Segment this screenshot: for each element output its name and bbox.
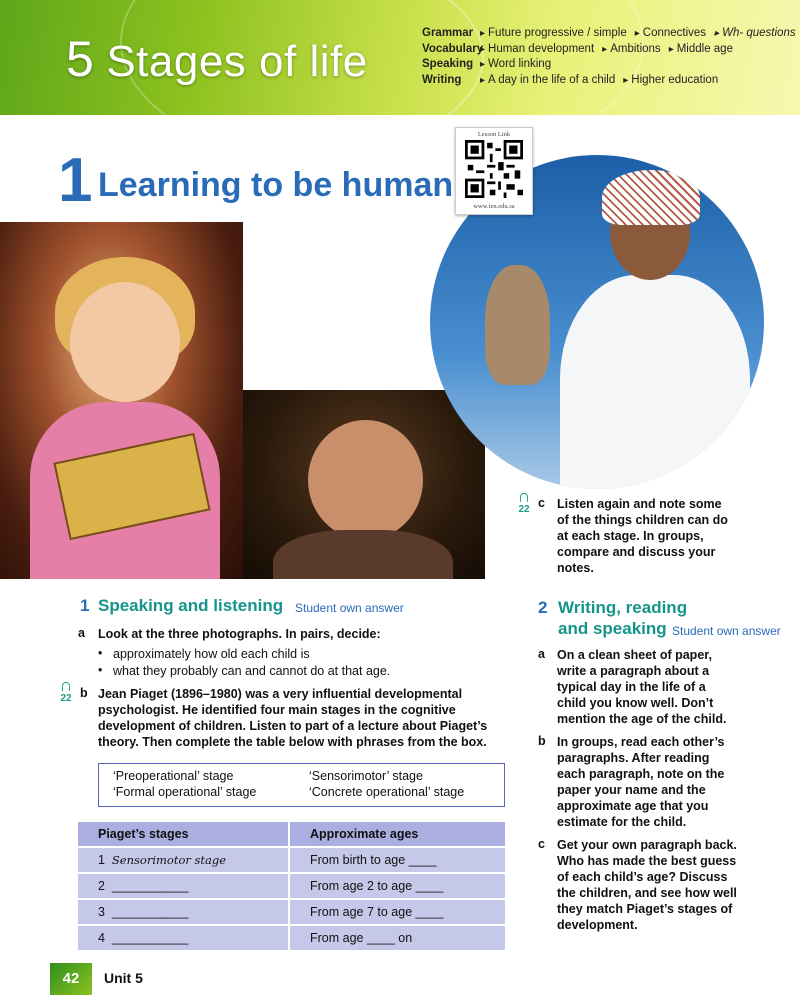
audio-track[interactable] (55, 677, 77, 704)
row-number: 2 (98, 879, 105, 893)
photo-baby (243, 390, 485, 579)
body-shape (273, 530, 453, 579)
word-box-item: ‘Formal operational’ stage (113, 785, 257, 799)
bullet-item: what they probably can and cannot do at that age. (113, 664, 391, 678)
unit-syllabus (422, 26, 800, 88)
lesson-number: 1 (58, 146, 93, 215)
lesson-title: Learning to be human (98, 166, 454, 204)
row-number: 1 (98, 853, 105, 867)
word-box-item: ‘Sensorimotor’ stage (309, 769, 423, 783)
section-2-number: 2 (538, 598, 548, 617)
table-cell-stage[interactable] (78, 873, 289, 899)
face-shape (70, 282, 180, 402)
syllabus-item: ▸ Human development (480, 42, 594, 58)
row-stage-answer: Sensorimotor stage (111, 853, 227, 867)
syllabus-item: ▸ Ambitions (602, 42, 661, 58)
qr-code-icon (465, 140, 523, 198)
bullet-dot: • (98, 646, 103, 660)
face-shape (308, 420, 423, 540)
table-cell-age: From birth to age ____ (289, 847, 505, 873)
item-b-letter: b (80, 686, 88, 700)
row-number: 3 (98, 905, 105, 919)
syllabus-label: Vocabulary (422, 42, 484, 55)
bullet-item: approximately how old each child is (113, 647, 310, 661)
item-b-letter: b (538, 734, 546, 748)
word-box-item: ‘Preoperational’ stage (113, 769, 234, 783)
item-a-text: Look at the three photographs. In pairs, decide: (98, 627, 381, 641)
headphones-icon: ∩ (517, 486, 531, 506)
table-cell-stage[interactable] (78, 899, 289, 925)
robe-shape (560, 275, 750, 489)
item-a-text: On a clean sheet of paper, write a paragraph about a typical day in the life of a child you know well. Don’t mention the age of the child. (557, 648, 727, 726)
syllabus-label: Writing (422, 73, 462, 86)
syllabus-item: ▸ Word linking (480, 57, 551, 73)
table-cell-age: From age ____ on (289, 925, 505, 951)
headphones-icon: ∩ (59, 675, 73, 695)
turban-shape (602, 170, 700, 225)
syllabus-item: ▸ Connectives (635, 26, 706, 42)
syllabus-row-speaking (422, 57, 800, 73)
section-1-number: 1 (80, 596, 90, 615)
word-box-item: ‘Concrete operational’ stage (309, 785, 465, 799)
table-header: Piaget’s stages (78, 822, 289, 847)
item-b-text: In groups, read each other’s paragraphs. After reading each paragraph, note on the paper your name and the approximate age that you estimate for the child. (557, 735, 725, 829)
item-a-letter: a (78, 626, 85, 640)
audio-track-number: 22 (518, 504, 530, 515)
syllabus-item: ▸ Higher education (623, 73, 718, 89)
page-number: 42 (50, 963, 92, 995)
table-header-row (78, 822, 505, 847)
syllabus-label: Grammar (422, 27, 474, 39)
word-box (98, 763, 505, 807)
row-stage-blank: ___________ (111, 879, 189, 893)
syllabus-label: Speaking (422, 58, 474, 70)
unit-banner (0, 0, 800, 115)
item-c-letter: c (538, 837, 545, 851)
table-cell-stage (78, 847, 289, 873)
section-1-note: Student own answer (295, 601, 404, 615)
section-2-note: Student own answer (672, 624, 781, 638)
table-cell-age: From age 2 to age ____ (289, 873, 505, 899)
bullet-dot: • (98, 663, 103, 677)
falcon-shape (485, 265, 550, 385)
qr-url: www.ien.edu.sa (473, 203, 515, 210)
section-1-title: Speaking and listening (98, 596, 284, 615)
footer-unit-label: Unit 5 (104, 970, 143, 986)
table-cell-age: From age 7 to age ____ (289, 899, 505, 925)
qr-caption: Lesson Link (477, 131, 511, 138)
item-c-text: Get your own paragraph back. Who has made the best guess of each child’s age? Discuss the children, and see how well they match Piaget’s stages of development. (557, 838, 737, 932)
item-a-letter: a (538, 647, 545, 661)
table-cell-stage[interactable] (78, 925, 289, 951)
unit-number: 5 (66, 31, 95, 87)
lesson-link-qr[interactable] (455, 127, 533, 215)
syllabus-row-writing (422, 73, 800, 89)
syllabus-item: ▸ Wh- questions (714, 26, 796, 42)
item-b-text: Jean Piaget (1896–1980) was a very influential developmental psychologist. He identified four main stages in the cognitive development of children. Listen to part of a lecture about Piaget’s theory. Then complete the table below with phrases from the box. (98, 687, 488, 749)
table-header: Approximate ages (289, 822, 505, 847)
table-row (78, 925, 505, 951)
row-stage-blank: ___________ (111, 931, 189, 945)
item-c-text: Listen again and note some of the things children can do at each stage. In groups, compare and discuss your notes. (557, 497, 728, 575)
table-row (78, 847, 505, 873)
unit-title-text: Stages of life (106, 37, 368, 86)
section-2-title-line1: Writing, reading (558, 598, 688, 617)
row-stage-blank: ___________ (111, 905, 189, 919)
syllabus-item: ▸ Middle age (669, 42, 733, 58)
syllabus-row-vocabulary (422, 42, 800, 58)
piaget-stages-table (78, 822, 505, 952)
syllabus-item: ▸ Future progressive / simple (480, 26, 627, 42)
photo-child-reading (0, 222, 243, 579)
syllabus-row-grammar (422, 26, 800, 42)
table-row (78, 899, 505, 925)
section-2-title-line2: and speaking (558, 619, 667, 638)
syllabus-item: ▸ A day in the life of a child (480, 73, 615, 89)
item-c-letter: c (538, 496, 545, 510)
unit-title (66, 30, 368, 88)
audio-track[interactable] (513, 488, 535, 515)
audio-track-number: 22 (60, 693, 72, 704)
row-number: 4 (98, 931, 105, 945)
table-row (78, 873, 505, 899)
